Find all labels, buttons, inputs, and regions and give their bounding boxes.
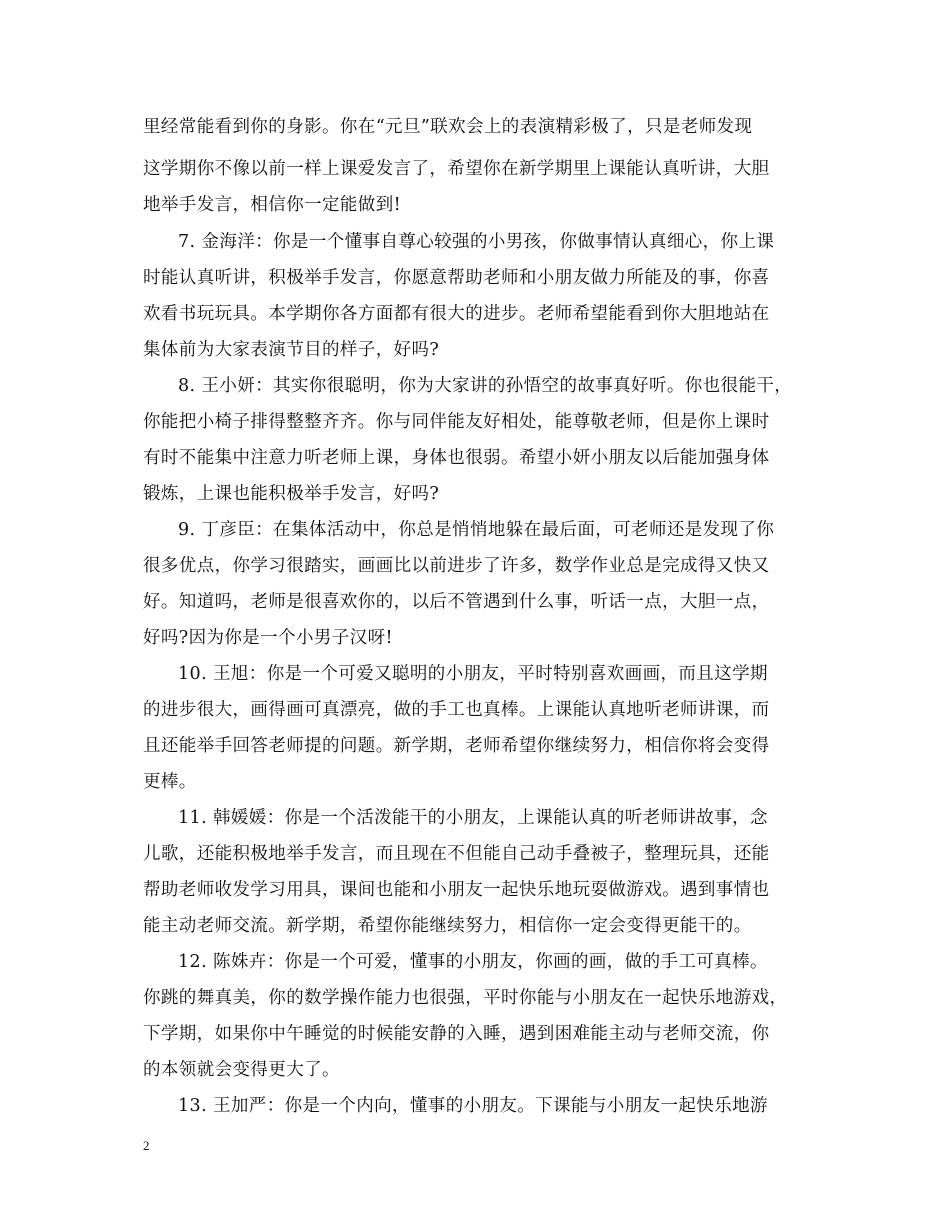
body-text-line: 更棒。 [143, 772, 197, 792]
paragraph-start-line: 7. 金海洋：你是一个懂事自尊心较强的小男孩，你做事情认真细心，你上课 [178, 232, 775, 252]
body-text-line: 帮助老师收发学习用具，课间也能和小朋友一起快乐地玩耍做游戏。遇到事情也 [143, 880, 770, 900]
body-text-line: 儿歌，还能积极地举手发言，而且现在不但能自己动手叠被子，整理玩具，还能 [143, 844, 770, 864]
body-text-line: 很多优点，你学习很踏实，画画比以前进步了许多，数学作业总是完成得又快又 [143, 556, 770, 576]
body-text-line: 且还能举手回答老师提的问题。新学期，老师希望你继续努力，相信你将会变得 [143, 736, 770, 756]
body-text-line: 锻炼，上课也能积极举手发言，好吗? [143, 484, 440, 504]
body-text-line: 时能认真听讲，积极举手发言，你愿意帮助老师和小朋友做力所能及的事，你喜 [143, 268, 770, 288]
body-text-line: 好。知道吗，老师是很喜欢你的，以后不管遇到什么事，听话一点，大胆一点， [143, 592, 770, 612]
paragraph-start-line: 11. 韩媛媛：你是一个活泼能干的小朋友，上课能认真的听老师讲故事，念 [178, 808, 768, 828]
body-text-line: 下学期，如果你中午睡觉的时候能安静的入睡，遇到困难能主动与老师交流，你 [143, 1024, 770, 1044]
body-text-line: 欢看书玩玩具。本学期你各方面都有很大的进步。老师希望能看到你大胆地站在 [143, 304, 770, 324]
page-number: 2 [143, 1138, 150, 1153]
body-text-line: 好吗?因为你是一个小男子汉呀! [143, 628, 393, 648]
paragraph-start-line: 8. 王小妍：其实你很聪明，你为大家讲的孙悟空的故事真好听。你也很能干， [178, 376, 793, 396]
body-text-line: 能主动老师交流。新学期，希望你能继续努力，相信你一定会变得更能干的。 [143, 916, 752, 936]
body-text-line: 有时不能集中注意力听老师上课，身体也很弱。希望小妍小朋友以后能加强身体 [143, 448, 770, 468]
body-text-line: 里经常能看到你的身影。你在“元旦”联欢会上的表演精彩极了，只是老师发现 [143, 117, 753, 137]
paragraph-start-line: 10. 王旭：你是一个可爱又聪明的小朋友，平时特别喜欢画画，而且这学期 [178, 664, 768, 684]
body-text-line: 这学期你不像以前一样上课爱发言了，希望你在新学期里上课能认真听讲，大胆 [143, 159, 770, 179]
body-text-line: 地举手发言，相信你一定能做到! [143, 195, 402, 215]
body-text-line: 你跳的舞真美，你的数学操作能力也很强，平时你能与小朋友在一起快乐地游戏， [143, 988, 788, 1008]
body-text-line: 的本领就会变得更大了。 [143, 1060, 340, 1080]
paragraph-start-line: 9. 丁彦臣：在集体活动中，你总是悄悄地躲在最后面，可老师还是发现了你 [178, 520, 775, 540]
body-text-line: 的进步很大，画得画可真漂亮，做的手工也真棒。上课能认真地听老师讲课，而 [143, 700, 770, 720]
body-text-line: 你能把小椅子排得整整齐齐。你与同伴能友好相处，能尊敬老师，但是你上课时 [143, 412, 770, 432]
paragraph-start-line: 13. 王加严：你是一个内向，懂事的小朋友。下课能与小朋友一起快乐地游 [178, 1096, 768, 1116]
body-text-line: 集体前为大家表演节目的样子，好吗? [143, 340, 440, 360]
paragraph-start-line: 12. 陈姝卉：你是一个可爱，懂事的小朋友，你画的画，做的手工可真棒。 [178, 952, 768, 972]
